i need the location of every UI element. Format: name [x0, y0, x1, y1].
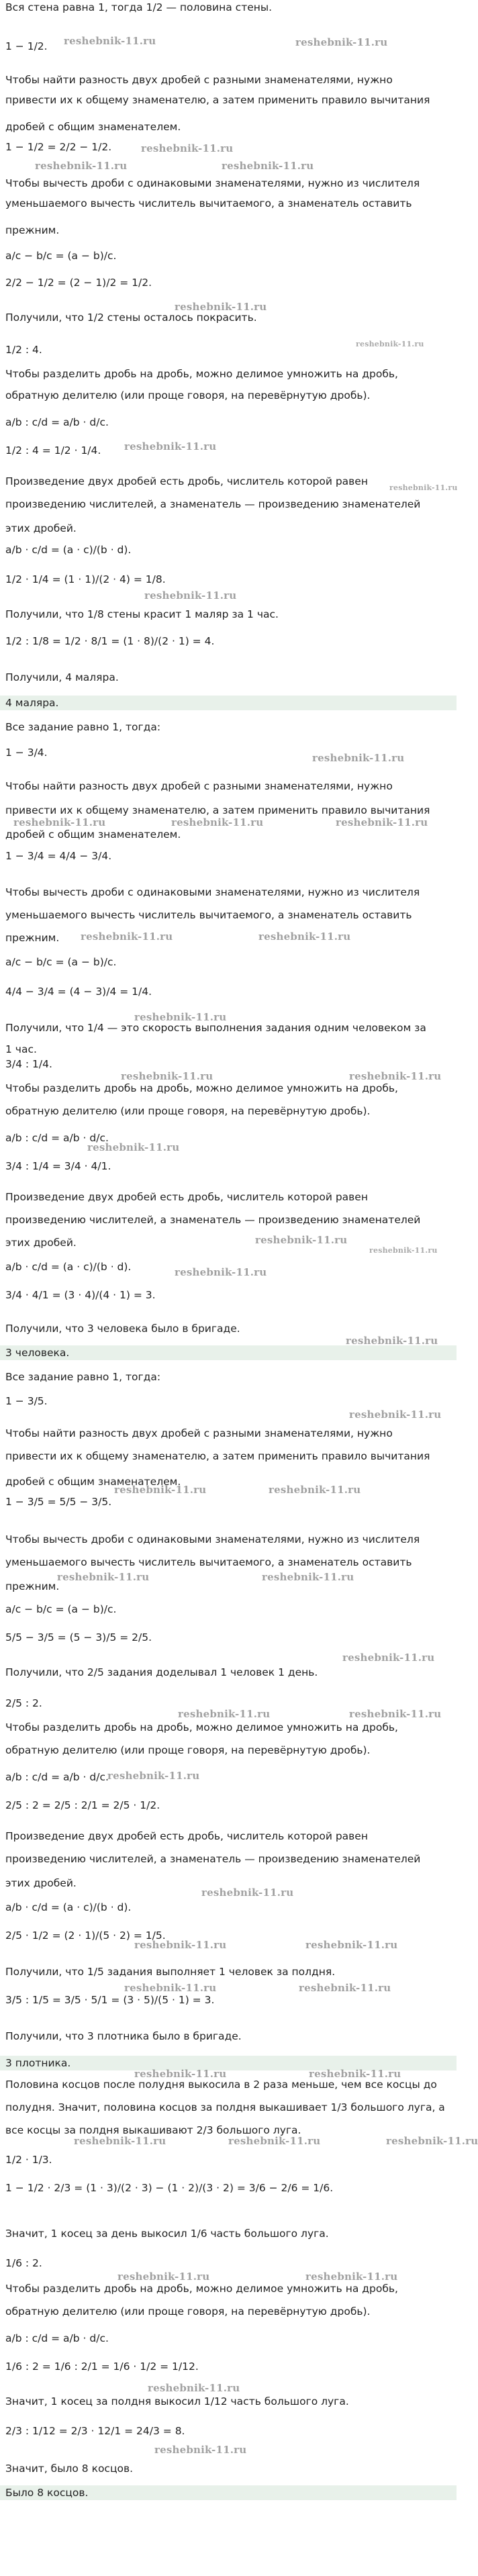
- watermark: reshebnik-11.ru: [346, 1335, 438, 1347]
- text-line: 2/2 − 1/2 = (2 − 1)/2 = 1/2.: [5, 277, 152, 289]
- text-line: 1/2 · 1/4 = (1 · 1)/(2 · 4) = 1/8.: [5, 573, 166, 585]
- text-line: Значит, 1 косец за полдня выкосил 1/12 часть большого луга.: [5, 2395, 349, 2407]
- text-line: уменьшаемого вычесть числитель вычитаемого, а знаменатель оставить: [5, 909, 412, 921]
- watermark: reshebnik-11.ru: [117, 2271, 210, 2283]
- text-line: прежним.: [5, 224, 60, 236]
- text-line: Получили, 4 маляра.: [5, 671, 119, 683]
- watermark: reshebnik-11.ru: [269, 1484, 361, 1496]
- text-line: 1/6 : 2 = 1/6 : 2/1 = 1/6 · 1/2 = 1/12.: [5, 2360, 199, 2373]
- text-line: 1 − 3/5.: [5, 1395, 48, 1407]
- watermark: reshebnik-11.ru: [336, 816, 428, 828]
- watermark: reshebnik-11.ru: [305, 2271, 398, 2283]
- text-line: Чтобы найти разность двух дробей с разными знаменателями, нужно: [5, 780, 393, 792]
- text-line: 1 час.: [5, 1043, 37, 1055]
- text-line: этих дробей.: [5, 1237, 77, 1249]
- text-line: 3/4 : 1/4.: [5, 1058, 52, 1070]
- text-line: a/b : c/d = a/b · d/c.: [5, 1771, 109, 1783]
- text-line: уменьшаемого вычесть числитель вычитаемого, а знаменатель оставить: [5, 197, 412, 209]
- text-line: Чтобы вычесть дроби с одинаковыми знаменателями, нужно из числителя: [5, 177, 420, 189]
- watermark: reshebnik-11.ru: [35, 160, 128, 172]
- text-line: прежним.: [5, 1580, 60, 1592]
- text-line: a/c − b/c = (a − b)/c.: [5, 956, 117, 968]
- watermark: reshebnik-11.ru: [175, 301, 267, 313]
- watermark: reshebnik-11.ru: [389, 483, 458, 492]
- watermark: reshebnik-11.ru: [144, 589, 237, 602]
- watermark: reshebnik-11.ru: [305, 1939, 398, 1951]
- text-line: произведению числителей, а знаменатель — произведению знаменателей: [5, 498, 421, 510]
- text-line: a/b · c/d = (a · c)/(b · d).: [5, 1901, 132, 1913]
- text-line: Получили, что 3 плотника было в бригаде.: [5, 2030, 242, 2042]
- watermark: reshebnik-11.ru: [356, 340, 424, 348]
- answer-line: 4 маляра.: [0, 696, 457, 710]
- text-line: 1/2 : 4 = 1/2 · 1/4.: [5, 444, 101, 457]
- text-line: этих дробей.: [5, 522, 77, 534]
- watermark: reshebnik-11.ru: [299, 1982, 391, 1994]
- text-line: 1 − 3/5 = 5/5 − 3/5.: [5, 1496, 112, 1508]
- text-line: 1 − 1/2.: [5, 40, 48, 52]
- text-line: привести их к общему знаменателю, а затем применить правило вычитания: [5, 94, 430, 106]
- text-line: привести их к общему знаменателю, а затем применить правило вычитания: [5, 1450, 430, 1462]
- watermark: reshebnik-11.ru: [369, 1246, 438, 1255]
- watermark: reshebnik-11.ru: [74, 2135, 166, 2147]
- text-line: Чтобы разделить дробь на дробь, можно делимое умножить на дробь,: [5, 1082, 398, 1094]
- watermark: reshebnik-11.ru: [87, 1141, 180, 1153]
- text-line: Половина косцов после полудня выкосила в 2 раза меньше, чем все косцы до: [5, 2079, 437, 2091]
- watermark: reshebnik-11.ru: [124, 1982, 217, 1994]
- text-line: Чтобы найти разность двух дробей с разными знаменателями, нужно: [5, 74, 393, 86]
- text-line: дробей с общим знаменателем.: [5, 1476, 181, 1488]
- text-line: 3/5 : 1/5 = 3/5 · 5/1 = (3 · 5)/(5 · 1) = 3.: [5, 1994, 215, 2006]
- watermark: reshebnik-11.ru: [228, 2135, 321, 2147]
- text-line: Чтобы найти разность двух дробей с разными знаменателями, нужно: [5, 1427, 393, 1439]
- text-line: a/b : c/d = a/b · d/c.: [5, 416, 109, 428]
- text-line: a/c − b/c = (a − b)/c.: [5, 1603, 117, 1615]
- watermark: reshebnik-11.ru: [349, 1708, 442, 1720]
- text-line: прежним.: [5, 932, 60, 944]
- text-line: 3/4 : 1/4 = 3/4 · 4/1.: [5, 1160, 111, 1172]
- text-line: 1/2 · 1/3.: [5, 2154, 52, 2166]
- text-line: Чтобы вычесть дроби с одинаковыми знаменателями, нужно из числителя: [5, 886, 420, 898]
- text-line: a/b : c/d = a/b · d/c.: [5, 1132, 109, 1144]
- text-line: обратную делителю (или проще говоря, на перевёрнутую дробь).: [5, 1744, 371, 1756]
- watermark: reshebnik-11.ru: [222, 160, 314, 172]
- text-line: произведению числителей, а знаменатель — произведению знаменателей: [5, 1214, 421, 1226]
- text-line: Получили, что 3 человека было в бригаде.: [5, 1323, 240, 1335]
- text-line: Произведение двух дробей есть дробь, числитель которой равен: [5, 475, 368, 487]
- text-line: 5/5 − 3/5 = (5 − 3)/5 = 2/5.: [5, 1631, 152, 1643]
- watermark: reshebnik-11.ru: [154, 2444, 247, 2456]
- watermark: reshebnik-11.ru: [386, 2135, 478, 2147]
- text-line: 2/3 : 1/12 = 2/3 · 12/1 = 24/3 = 8.: [5, 2425, 185, 2437]
- text-line: Получили, что 1/2 стены осталось покрасить.: [5, 312, 257, 324]
- text-line: обратную делителю (или проще говоря, на перевёрнутую дробь).: [5, 1105, 371, 1117]
- text-line: уменьшаемого вычесть числитель вычитаемого, а знаменатель оставить: [5, 1556, 412, 1568]
- watermark: reshebnik-11.ru: [134, 1939, 227, 1951]
- watermark: reshebnik-11.ru: [57, 1571, 150, 1583]
- text-line: 1/2 : 4.: [5, 344, 42, 356]
- text-line: 1/6 : 2.: [5, 2257, 42, 2269]
- watermark: reshebnik-11.ru: [255, 1234, 348, 1246]
- watermark: reshebnik-11.ru: [178, 1708, 271, 1720]
- text-line: привести их к общему знаменателю, а затем применить правило вычитания: [5, 804, 430, 816]
- watermark: reshebnik-11.ru: [64, 35, 156, 47]
- text-line: 1 − 3/4 = 4/4 − 3/4.: [5, 850, 112, 862]
- text-line: обратную делителю (или проще говоря, на перевёрнутую дробь).: [5, 389, 371, 401]
- text-line: 2/5 · 1/2 = (2 · 1)/(5 · 2) = 1/5.: [5, 1929, 166, 1942]
- text-line: дробей с общим знаменателем.: [5, 121, 181, 133]
- text-line: Значит, 1 косец за день выкосил 1/6 часть большого луга.: [5, 2228, 329, 2240]
- text-line: Произведение двух дробей есть дробь, числитель которой равен: [5, 1191, 368, 1203]
- watermark: reshebnik-11.ru: [349, 1070, 442, 1082]
- watermark: reshebnik-11.ru: [124, 440, 217, 452]
- watermark: reshebnik-11.ru: [148, 2382, 240, 2394]
- watermark: reshebnik-11.ru: [141, 142, 234, 154]
- watermark: reshebnik-11.ru: [349, 1409, 442, 1421]
- text-line: Все задание равно 1, тогда:: [5, 721, 161, 733]
- text-line: 1/2 : 1/8 = 1/2 · 8/1 = (1 · 8)/(2 · 1) = 4.: [5, 635, 215, 647]
- text-line: Чтобы вычесть дроби с одинаковыми знаменателями, нужно из числителя: [5, 1533, 420, 1545]
- text-line: a/c − b/c = (a − b)/c.: [5, 250, 117, 262]
- answer-line: Было 8 косцов.: [0, 2485, 457, 2500]
- text-line: произведению числителей, а знаменатель — произведению знаменателей: [5, 1853, 421, 1865]
- text-line: Все задание равно 1, тогда:: [5, 1371, 161, 1383]
- watermark: reshebnik-11.ru: [134, 2068, 227, 2080]
- text-line: обратную делителю (или проще говоря, на перевёрнутую дробь).: [5, 2305, 371, 2318]
- watermark: reshebnik-11.ru: [201, 1887, 294, 1899]
- watermark: reshebnik-11.ru: [342, 1652, 435, 1664]
- text-line: 1 − 1/2 · 2/3 = (1 · 3)/(2 · 3) − (1 · 2)/(3 · 2) = 3/6 − 2/6 = 1/6.: [5, 2182, 334, 2194]
- watermark: reshebnik-11.ru: [114, 1484, 207, 1496]
- text-line: Получили, что 1/5 задания выполняет 1 человек за полдня.: [5, 1966, 336, 1978]
- text-line: a/b : c/d = a/b · d/c.: [5, 2332, 109, 2344]
- watermark: reshebnik-11.ru: [258, 931, 351, 943]
- text-line: Чтобы разделить дробь на дробь, можно делимое умножить на дробь,: [5, 1721, 398, 1733]
- text-line: полудня. Значит, половина косцов за полдня выкашивает 1/3 большого луга, а: [5, 2101, 445, 2113]
- text-line: Произведение двух дробей есть дробь, числитель которой равен: [5, 1830, 368, 1842]
- watermark: reshebnik-11.ru: [175, 1266, 267, 1278]
- watermark: reshebnik-11.ru: [13, 816, 106, 828]
- watermark: reshebnik-11.ru: [262, 1571, 354, 1583]
- watermark: reshebnik-11.ru: [312, 752, 405, 764]
- text-line: все косцы за полдня выкашивают 2/3 большого луга.: [5, 2124, 301, 2136]
- text-line: Получили, что 1/4 — это скорость выполнения задания одним человеком за: [5, 1022, 426, 1034]
- text-line: дробей с общим знаменателем.: [5, 828, 181, 841]
- watermark: reshebnik-11.ru: [171, 816, 264, 828]
- watermark: reshebnik-11.ru: [309, 2068, 401, 2080]
- watermark: reshebnik-11.ru: [107, 1770, 200, 1782]
- watermark: reshebnik-11.ru: [81, 931, 173, 943]
- text-line: Вся стена равна 1, тогда 1/2 — половина стены.: [5, 1, 273, 13]
- text-line: 2/5 : 2.: [5, 1697, 42, 1709]
- text-line: Чтобы разделить дробь на дробь, можно делимое умножить на дробь,: [5, 368, 398, 380]
- text-line: a/b · c/d = (a · c)/(b · d).: [5, 544, 132, 556]
- text-line: Получили, что 2/5 задания доделывал 1 человек 1 день.: [5, 1666, 318, 1678]
- text-line: 4/4 − 3/4 = (4 − 3)/4 = 1/4.: [5, 986, 152, 998]
- watermark: reshebnik-11.ru: [134, 1011, 227, 1023]
- text-line: Чтобы разделить дробь на дробь, можно делимое умножить на дробь,: [5, 2283, 398, 2295]
- text-line: Получили, что 1/8 стены красит 1 маляр за 1 час.: [5, 608, 279, 620]
- text-line: Значит, было 8 косцов.: [5, 2463, 134, 2475]
- watermark: reshebnik-11.ru: [121, 1070, 213, 1082]
- text-line: a/b · c/d = (a · c)/(b · d).: [5, 1261, 132, 1273]
- answer-line: 3 человека.: [0, 1345, 457, 1360]
- text-line: этих дробей.: [5, 1877, 77, 1889]
- answer-line: 3 плотника.: [0, 2056, 457, 2070]
- text-line: 3/4 · 4/1 = (3 · 4)/(4 · 1) = 3.: [5, 1289, 156, 1301]
- watermark: reshebnik-11.ru: [295, 36, 388, 48]
- text-line: 1 − 3/4.: [5, 747, 48, 759]
- text-line: 1 − 1/2 = 2/2 − 1/2.: [5, 141, 112, 153]
- text-line: 2/5 : 2 = 2/5 : 2/1 = 2/5 · 1/2.: [5, 1799, 160, 1811]
